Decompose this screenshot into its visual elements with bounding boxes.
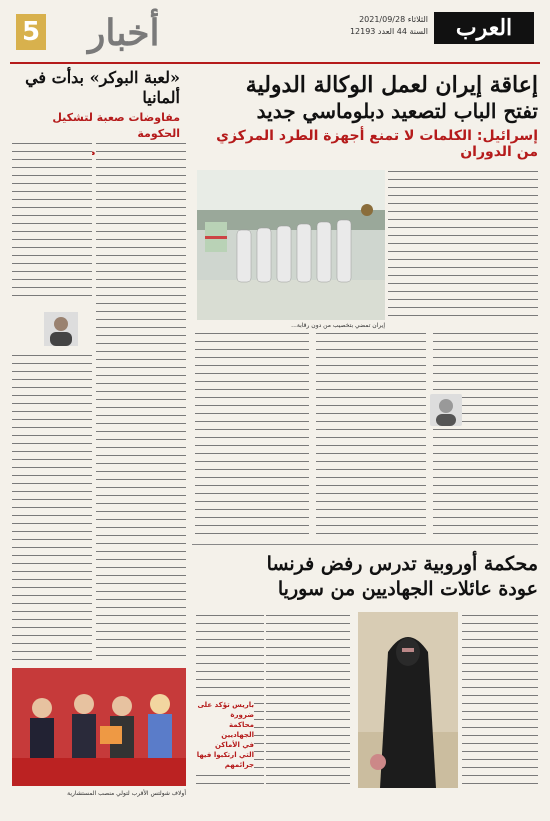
side-body-col-2b [12, 352, 92, 662]
pull-quote-line2: محاكمة الجهاديين [221, 721, 254, 739]
person-icon [430, 394, 462, 426]
author-photo [430, 394, 462, 426]
issue-number: السنة 44 العدد 12193 [349, 27, 428, 36]
veiled-woman-image [358, 612, 458, 788]
second-headline-block [192, 552, 538, 602]
lead-photo-caption: إيران تمضي بتخصيب من دون رقابة... [291, 322, 385, 329]
lead-subheadline: إسرائيل: الكلمات لا تمنع أجهزة الطرد المركزي من الدوران [216, 128, 538, 160]
pull-quote-line4: التي ارتكبوا فيها جرائمهم [196, 751, 254, 769]
lead-headline-line2: تفتح الباب لتصعيد دبلوماسي جديد [256, 99, 538, 123]
side-body-col-2 [12, 140, 92, 300]
pull-quote-line1: باريس تؤكد على ضرورة [197, 701, 254, 719]
lead-headline-line1: إعاقة إيران لعمل الوكالة الدولية [245, 72, 538, 98]
centrifuge-hall-image [197, 170, 385, 320]
lead-headline-block [192, 72, 538, 160]
second-body-col-2 [266, 612, 350, 788]
header-rule [10, 62, 540, 64]
second-headline-line1: محكمة أوروبية تدرس رفض فرنسا [266, 553, 538, 575]
lead-body-col-3 [195, 330, 309, 540]
second-headline-line2: عودة عائلات الجهاديين من سوريا [277, 578, 538, 600]
section-title: أخبار [88, 12, 160, 54]
newspaper-logo: العرب [434, 12, 534, 44]
lead-body-col-2 [316, 330, 426, 540]
side-author-photo [44, 312, 78, 346]
page-number: 5 [16, 14, 46, 50]
politicians-stage-image [12, 668, 186, 786]
second-body-col-1 [462, 612, 538, 788]
side-photo-caption: أولاف شولتس الأقرب لتولي منصب المستشارية [67, 790, 186, 797]
second-photo [358, 612, 458, 788]
pull-quote [194, 700, 254, 770]
masthead [10, 10, 540, 62]
lead-body-intro [388, 168, 538, 318]
lead-photo [197, 170, 385, 320]
side-photo [12, 668, 186, 786]
person-icon [44, 312, 78, 346]
pull-quote-line3: في الأماكن [214, 741, 254, 749]
lead-body-col-1 [433, 330, 538, 540]
issue-meta [350, 14, 428, 38]
side-headline: «لعبة البوكر» بدأت في ألمانيا [25, 68, 180, 107]
issue-date: الثلاثاء 2021/09/28 [359, 15, 428, 24]
side-body-col-1 [96, 140, 186, 660]
side-subheadline-1: مفاوضات صعبة لتشكيل الحكومة [52, 111, 180, 140]
story-separator [192, 544, 538, 545]
